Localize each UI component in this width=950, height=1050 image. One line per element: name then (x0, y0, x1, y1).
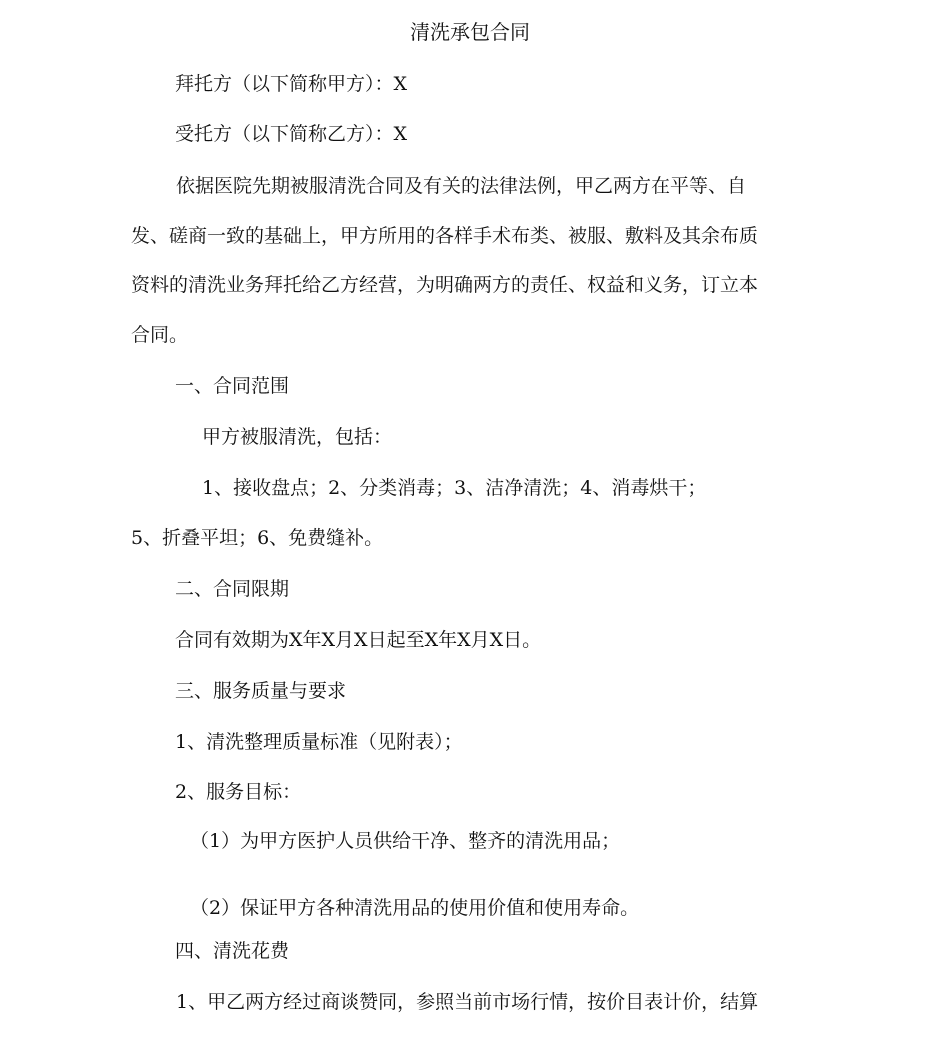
intro-line-4: 合同。 (131, 324, 189, 346)
section-3-item-1: 1、清洗整理质量标准（见附表）； (175, 731, 463, 753)
section-3-sub-1: （1）为甲方医护人员供给干净、整齐的清洗用品； (190, 830, 621, 852)
section-3-sub-2: （2）保证甲方各种清洗用品的使用价值和使用寿命。 (190, 897, 640, 919)
intro-line-1: 依据医院先期被服清洗合同及有关的法律法例，甲乙两方在平等、自 (176, 175, 747, 197)
section-1-line-3: 5、折叠平坦；6、免费缝补。 (131, 527, 384, 549)
section-4-heading: 四、清洗花费 (175, 940, 290, 962)
section-2-heading: 二、合同限期 (175, 578, 290, 600)
party-b-line: 受托方（以下简称乙方）：X (175, 123, 408, 145)
section-3-heading: 三、服务质量与要求 (175, 680, 347, 702)
section-1-heading: 一、合同范围 (175, 375, 290, 397)
document-title: 清洗承包合同 (410, 20, 530, 44)
party-a-line: 拜托方（以下简称甲方）：X (175, 73, 408, 95)
section-3-item-2: 2、服务目标： (175, 781, 302, 803)
section-4-item-1: 1、甲乙两方经过商谈赞同，参照当前市场行情，按价目表计价，结算 (176, 991, 759, 1013)
section-1-line-1: 甲方被服清洗，包括： (202, 426, 393, 448)
intro-line-2: 发、磋商一致的基础上，甲方所用的各样手术布类、被服、敷料及其余布质 (131, 225, 759, 247)
intro-line-3: 资料的清洗业务拜托给乙方经营，为明确两方的责任、权益和义务，订立本 (131, 274, 759, 296)
section-1-line-2: 1、接收盘点；2、分类消毒；3、洁净清洗；4、消毒烘干； (202, 477, 707, 499)
section-2-line-1: 合同有效期为X年X月X日起至X年X月X日。 (175, 629, 542, 651)
